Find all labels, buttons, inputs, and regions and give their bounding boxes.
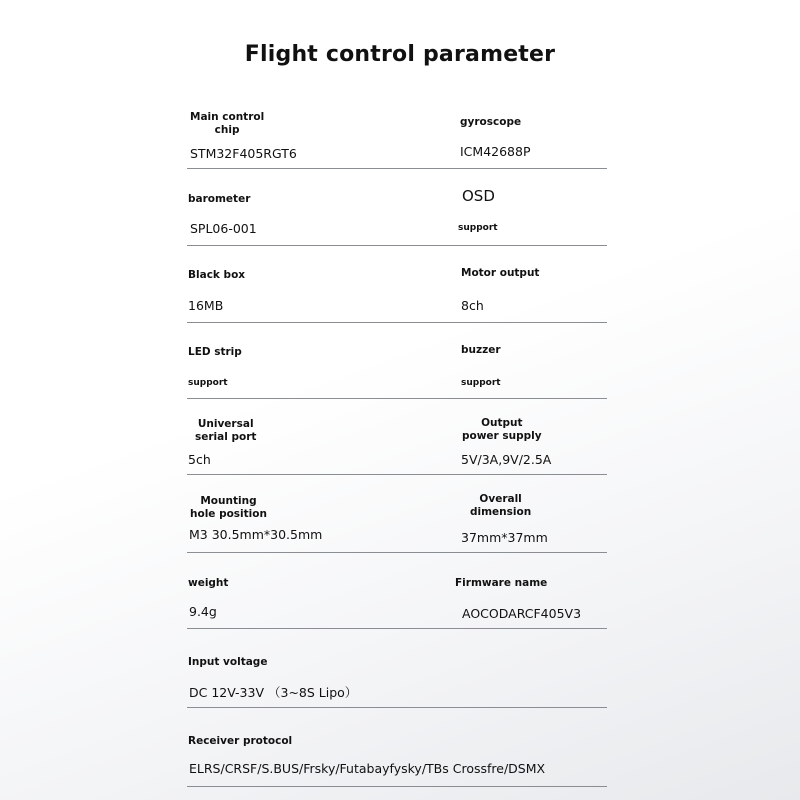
value-output-power-supply: 5V/3A,9V/2.5A — [461, 452, 552, 467]
label-line: Output — [481, 417, 523, 429]
divider — [187, 398, 607, 399]
label-black-box: Black box — [188, 269, 246, 281]
value-input-voltage: DC 12V-33V （3~8S Lipo） — [189, 685, 358, 700]
label-overall-dimension — [470, 493, 531, 519]
label-gyroscope: gyroscope — [460, 116, 522, 128]
label-line: Overall — [479, 493, 522, 505]
label-mounting-hole-position — [190, 495, 267, 521]
value-motor-output: 8ch — [461, 298, 484, 313]
label-line: power supply — [462, 430, 542, 442]
divider — [187, 474, 607, 475]
value-osd: support — [458, 223, 498, 233]
label-input-voltage: Input voltage — [188, 656, 268, 668]
value-universal-serial-port: 5ch — [188, 452, 211, 467]
divider — [187, 786, 607, 787]
label-universal-serial-port — [195, 418, 256, 444]
label-weight: weight — [188, 577, 229, 589]
divider — [187, 628, 607, 629]
value-weight: 9.4g — [189, 604, 217, 619]
value-buzzer: support — [461, 378, 501, 388]
label-line: serial port — [195, 431, 257, 443]
value-firmware-name: AOCODARCF405V3 — [462, 606, 582, 621]
value-receiver-protocol: ELRS/CRSF/S.BUS/Frsky/Futabayfysky/TBs Crossfre/DSMX — [189, 761, 546, 776]
divider — [187, 707, 607, 708]
value-main-control-chip: STM32F405RGT6 — [190, 146, 297, 161]
label-line: Mounting — [200, 495, 257, 507]
value-overall-dimension: 37mm*37mm — [461, 530, 548, 545]
page-title: Flight control parameter — [244, 42, 556, 67]
label-line: chip — [214, 124, 240, 136]
divider — [187, 168, 607, 169]
value-led-strip: support — [188, 378, 228, 388]
value-barometer: SPL06-001 — [190, 221, 257, 236]
label-firmware-name: Firmware name — [455, 577, 548, 589]
divider — [187, 552, 607, 553]
label-line: Universal — [197, 418, 254, 430]
value-black-box: 16MB — [188, 298, 224, 313]
label-line: dimension — [470, 506, 532, 518]
label-buzzer: buzzer — [461, 344, 501, 356]
label-osd: OSD — [462, 187, 495, 205]
label-motor-output: Motor output — [461, 267, 540, 279]
divider — [187, 322, 607, 323]
value-mounting-hole-position: M3 30.5mm*30.5mm — [189, 527, 323, 542]
value-gyroscope: ICM42688P — [460, 144, 531, 159]
label-line: Main control — [190, 111, 265, 123]
label-receiver-protocol: Receiver protocol — [188, 735, 293, 747]
divider — [187, 245, 607, 246]
label-output-power-supply — [462, 417, 542, 443]
label-barometer: barometer — [188, 193, 251, 205]
label-led-strip: LED strip — [188, 346, 242, 358]
label-main-control-chip — [190, 111, 264, 137]
label-line: hole position — [190, 508, 267, 520]
